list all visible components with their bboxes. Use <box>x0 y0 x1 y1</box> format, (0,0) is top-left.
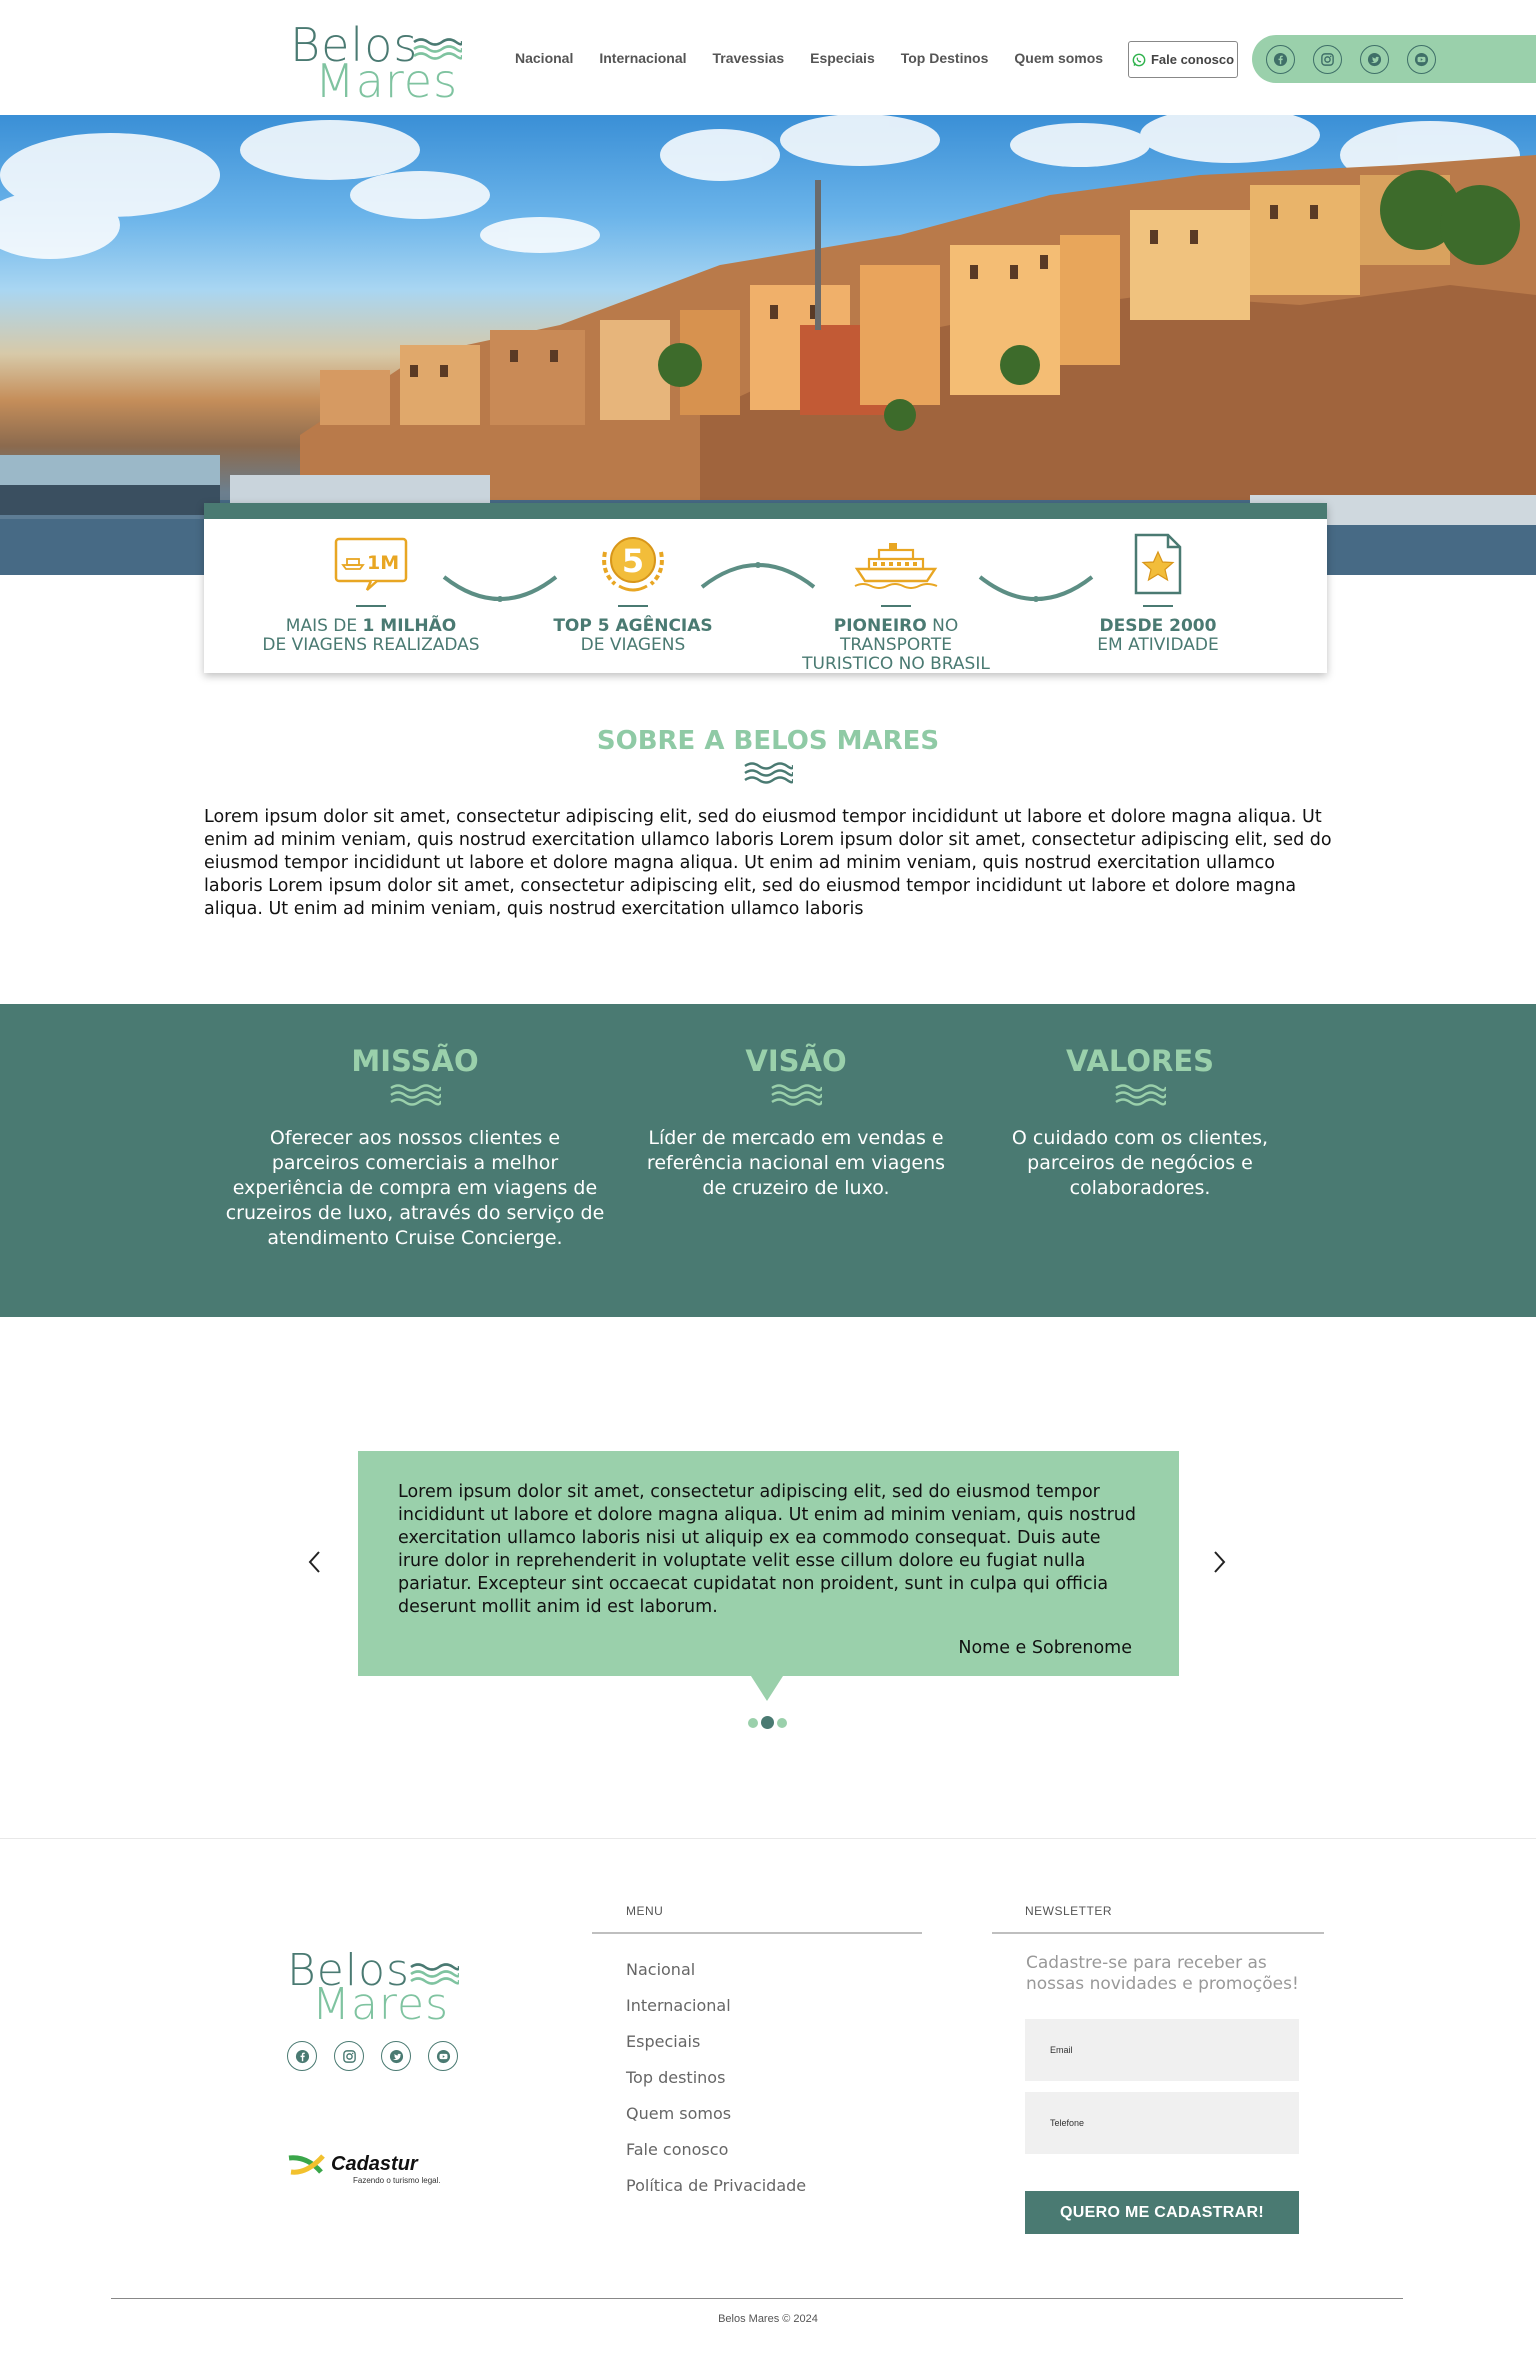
stat-ranking-line2: DE VIAGENS <box>580 635 686 655</box>
cadastur-name: Cadastur <box>331 2153 418 2175</box>
brand-logo[interactable] <box>290 18 480 108</box>
carousel-dots <box>748 1716 787 1729</box>
logo-word-1: Belos <box>290 18 419 72</box>
footer-link-top-destinos[interactable]: Top destinos <box>626 2068 726 2087</box>
instagram-icon[interactable] <box>334 2041 364 2071</box>
nav-item-top-destinos[interactable]: Top Destinos <box>900 50 989 66</box>
stat-since <box>1038 533 1278 655</box>
svg-text:5: 5 <box>621 542 645 580</box>
cruise-ship-icon <box>851 539 941 589</box>
carousel-dot-2[interactable] <box>761 1716 774 1729</box>
stat-trips-line1: MAIS DE 1 MILHÃO <box>285 616 457 636</box>
about-text: Lorem ipsum dolor sit amet, consectetur adipiscing elit, sed do eiusmod tempor incididunt ut labore et dolore magna aliqua. Ut enim ad minim veniam, quis nostrud exercitation ullamco laboris Lorem ipsum dolor sit amet, consectetur adipiscing elit, sed do eiusmod tempor incididunt ut labore et dolore magna aliqua. Ut enim ad minim veniam, quis nostrud exercitation ullamco laboris Lorem ipsum dolor sit amet, consectetur adipiscing elit, sed do eiusmod tempor incididunt ut labore et dolore magna aliqua. Ut enim ad minim veniam, quis nostrud exercitation ullamco laboris <box>204 807 1332 919</box>
stat-ranking-line1: TOP 5 AGÊNCIAS <box>553 616 713 636</box>
pillar-title: VALORES <box>1065 1044 1215 1078</box>
waves-icon <box>412 36 462 62</box>
footer-menu-title: MENU <box>626 1904 664 1918</box>
newsletter-rule <box>992 1932 1324 1934</box>
cadastur-tagline: Fazendo o turismo legal. <box>353 2176 441 2185</box>
subscribe-button[interactable]: QUERO ME CADASTRAR! <box>1025 2191 1299 2234</box>
footer-logo[interactable] <box>287 1945 477 2030</box>
nav-item-internacional[interactable]: Internacional <box>599 50 687 66</box>
footer-bottom-rule <box>111 2298 1403 2299</box>
testimonial-tail <box>751 1676 783 1701</box>
footer-menu <box>626 1960 806 2212</box>
twitter-icon[interactable] <box>381 2041 411 2071</box>
facebook-icon[interactable] <box>1266 45 1295 74</box>
svg-text:1M: 1M <box>367 552 400 574</box>
carousel-next-arrow-icon[interactable] <box>1209 1548 1229 1576</box>
testimonial-author: Nome e Sobrenome <box>958 1638 1132 1658</box>
stat-trips-line2: DE VIAGENS REALIZADAS <box>262 635 480 655</box>
carousel-prev-arrow-icon[interactable] <box>305 1548 325 1576</box>
newsletter-text: Cadastre-se para receber as nossas novidades e promoções! <box>1026 1953 1299 1994</box>
waves-icon <box>1114 1082 1166 1108</box>
youtube-icon[interactable] <box>1407 45 1436 74</box>
footer-social-links <box>287 2041 458 2071</box>
footer-link-quem-somos[interactable]: Quem somos <box>626 2104 732 2123</box>
cadastur-badge[interactable] <box>287 2148 457 2192</box>
pillar-mission <box>225 1044 605 1251</box>
nav-item-nacional[interactable]: Nacional <box>515 50 574 66</box>
pillar-values <box>950 1044 1330 1201</box>
footer-divider <box>0 1838 1536 1839</box>
newsletter-title: NEWSLETTER <box>1025 1904 1113 1918</box>
nav-item-quem-somos[interactable]: Quem somos <box>1014 50 1104 66</box>
logo-word-2: Mares <box>315 54 459 108</box>
stat-ranking <box>513 533 753 655</box>
pillar-text: Oferecer aos nossos clientes e parceiros comerciais a melhor experiência de compra em viagens de cruzeiros de luxo, através do serviço de atendimento Cruise Concierge. <box>225 1127 605 1249</box>
footer-link-internacional[interactable]: Internacional <box>626 1996 731 2015</box>
pillar-vision <box>606 1044 986 1201</box>
carousel-dot-3[interactable] <box>777 1718 787 1728</box>
footer-menu-rule <box>592 1932 922 1934</box>
logo-word-2: Mares <box>312 1979 450 2030</box>
mission-vision-values <box>0 1004 1536 1317</box>
footer-link-especiais[interactable]: Especiais <box>626 2032 701 2051</box>
contact-label: Fale conosco <box>1150 52 1235 67</box>
facebook-icon[interactable] <box>287 2041 317 2071</box>
instagram-icon[interactable] <box>1313 45 1342 74</box>
twitter-icon[interactable] <box>1360 45 1389 74</box>
nav-item-especiais[interactable]: Especiais <box>810 50 875 66</box>
main-nav <box>515 50 1129 66</box>
pillar-title: VISÃO <box>745 1044 847 1078</box>
certificate-star-icon <box>1130 532 1186 596</box>
waves-icon <box>770 1082 822 1108</box>
stat-pioneer-line1: PIONEIRO NO TRANSPORTE <box>833 616 959 655</box>
million-trips-icon <box>333 536 409 592</box>
top-five-medal-icon <box>593 532 673 596</box>
copyright: Belos Mares © 2024 <box>718 2313 818 2325</box>
waves-icon <box>743 760 793 786</box>
stat-pioneer-line2: TURISTICO NO BRASIL <box>802 654 990 674</box>
waves-icon <box>389 1082 441 1108</box>
logo-word-1: Belos <box>287 1945 410 1996</box>
nav-item-travessias[interactable]: Travessias <box>712 50 785 66</box>
phone-field[interactable]: Telefone <box>1025 2092 1299 2154</box>
contact-button[interactable] <box>1128 41 1238 78</box>
email-field[interactable]: Email <box>1025 2019 1299 2081</box>
pillar-title: MISSÃO <box>351 1044 479 1078</box>
stats-card-topbar <box>204 503 1327 519</box>
about-title: SOBRE A BELOS MARES <box>596 726 940 756</box>
pillar-text: O cuidado com os clientes, parceiros de negócios e colaboradores. <box>1011 1127 1269 1199</box>
footer-link-nacional[interactable]: Nacional <box>626 1960 696 1979</box>
carousel-dot-1[interactable] <box>748 1718 758 1728</box>
stats-card <box>204 503 1327 673</box>
footer-link-privacidade[interactable]: Política de Privacidade <box>626 2176 807 2195</box>
testimonial-card <box>358 1451 1179 1676</box>
stat-since-line1: DESDE 2000 <box>1099 616 1217 636</box>
pillar-text: Líder de mercado em vendas e referência nacional em viagens de cruzeiro de luxo. <box>646 1127 946 1199</box>
site-header <box>0 0 1536 115</box>
whatsapp-icon <box>1132 53 1146 67</box>
testimonial-text: Lorem ipsum dolor sit amet, consectetur adipiscing elit, sed do eiusmod tempor incididunt ut labore et dolore magna aliqua. Ut enim ad minim veniam, quis nostrud exercitation ullamco laboris nisi ut aliquip ex ea commodo consequat. Duis aute irure dolor in reprehenderit in voluptate velit esse cillum dolore eu fugiat nulla pariatur. Excepteur sint occaecat cupidatat non proident, sunt in culpa qui officia deserunt mollit anim id est laborum. <box>398 1482 1136 1617</box>
social-links <box>1252 35 1536 83</box>
footer-link-fale-conosco[interactable]: Fale conosco <box>626 2140 729 2159</box>
waves-icon <box>409 1961 459 1987</box>
youtube-icon[interactable] <box>428 2041 458 2071</box>
stat-since-line2: EM ATIVIDADE <box>1097 635 1219 655</box>
